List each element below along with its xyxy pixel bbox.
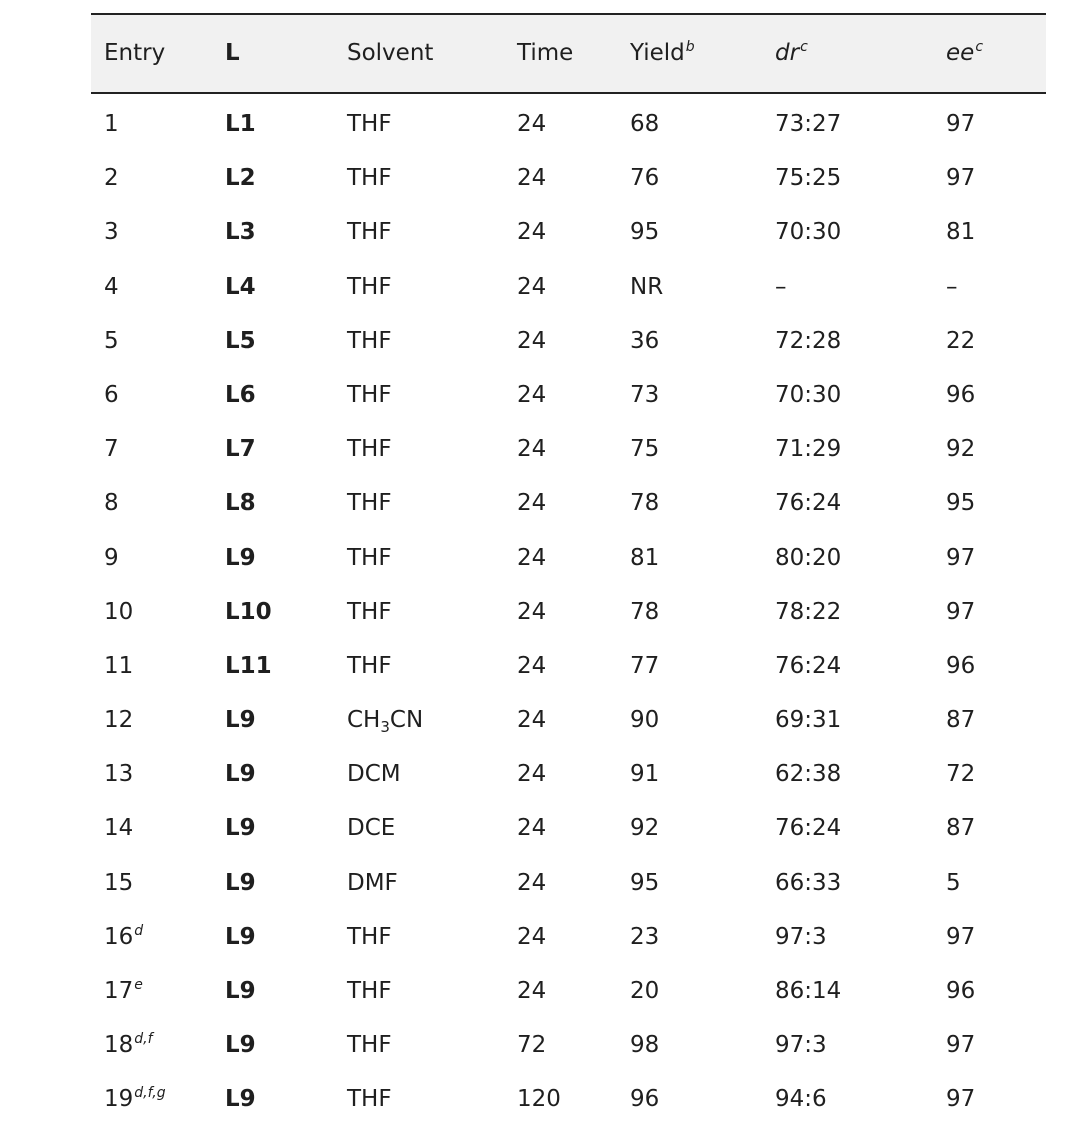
header-entry: Entry <box>104 40 166 66</box>
cell-solvent <box>347 707 424 737</box>
solvent-text: THF <box>347 490 392 517</box>
table-row <box>91 798 1046 852</box>
header-ee-label: ee <box>946 40 975 66</box>
cell-yield: 90 <box>630 707 660 734</box>
cell-dr: 70:30 <box>775 381 842 408</box>
entry-number: 1 <box>104 111 119 137</box>
solvent-text: DCM <box>347 761 401 788</box>
cell-ligand: L11 <box>225 652 272 679</box>
entry-number: 12 <box>104 707 134 734</box>
table-row <box>91 94 1046 148</box>
table-row <box>91 365 1046 419</box>
cell-ligand: L9 <box>225 869 256 896</box>
cell-time: 24 <box>517 219 547 246</box>
cell-solvent <box>347 382 392 408</box>
cell-yield: 92 <box>630 815 660 842</box>
header-ee-footnote: c <box>975 39 984 55</box>
entry-number: 6 <box>104 381 119 408</box>
cell-time: 24 <box>517 544 547 571</box>
cell-yield: 81 <box>630 544 660 571</box>
cell-time: 24 <box>517 273 547 300</box>
cell-solvent <box>347 436 392 462</box>
header-ee <box>946 40 983 66</box>
results-table <box>91 13 1046 1124</box>
cell-dr: 80:20 <box>775 544 842 571</box>
solvent-text: THF <box>347 436 392 463</box>
cell-ee: 97 <box>946 1086 976 1113</box>
entry-number: 8 <box>104 490 119 517</box>
cell-ligand: L9 <box>225 978 256 1004</box>
cell-entry <box>104 328 119 354</box>
cell-ligand: L3 <box>225 219 256 246</box>
cell-entry <box>104 219 119 245</box>
cell-ligand: L9 <box>225 707 256 734</box>
cell-solvent <box>347 761 401 787</box>
table-row <box>91 582 1046 636</box>
cell-entry <box>104 978 143 1004</box>
entry-number: 7 <box>104 436 119 463</box>
cell-time: 24 <box>517 761 547 788</box>
cell-entry <box>104 165 119 191</box>
cell-time: 24 <box>517 707 547 734</box>
solvent-text: THF <box>347 598 392 625</box>
cell-yield: 78 <box>630 490 660 517</box>
cell-time: 24 <box>517 111 547 137</box>
table-row <box>91 744 1046 798</box>
table-row <box>91 1069 1046 1123</box>
cell-entry <box>104 382 119 408</box>
entry-number: 11 <box>104 652 134 679</box>
solvent-text: THF <box>347 1086 392 1113</box>
cell-yield: 77 <box>630 652 660 679</box>
header-dr-label: dr <box>775 40 800 66</box>
entry-number: 2 <box>104 165 119 192</box>
cell-ee: 96 <box>946 381 976 408</box>
cell-dr: 73:27 <box>775 111 842 137</box>
solvent-subscript: 3 <box>380 718 390 737</box>
entry-number: 15 <box>104 869 134 896</box>
cell-yield: 96 <box>630 1086 660 1113</box>
table-row <box>91 311 1046 365</box>
cell-solvent <box>347 870 398 896</box>
cell-solvent <box>347 653 392 679</box>
cell-ligand: L1 <box>225 111 256 137</box>
cell-solvent <box>347 274 392 300</box>
cell-entry <box>104 545 119 571</box>
cell-solvent <box>347 1086 392 1112</box>
cell-dr: 97:3 <box>775 923 827 950</box>
entry-number: 13 <box>104 761 134 788</box>
cell-dr: 97:3 <box>775 1032 827 1059</box>
cell-yield: 73 <box>630 381 660 408</box>
entry-number: 3 <box>104 219 119 246</box>
cell-ee: 92 <box>946 436 976 463</box>
entry-number: 18 <box>104 1032 134 1059</box>
cell-solvent <box>347 1032 392 1058</box>
table-body <box>91 94 1046 1124</box>
solvent-text: THF <box>347 544 392 571</box>
cell-time: 24 <box>517 165 547 192</box>
entry-footnote: d,f <box>134 1031 153 1048</box>
cell-yield: 23 <box>630 923 660 950</box>
cell-yield: 36 <box>630 327 660 354</box>
entry-footnote: d <box>134 922 144 939</box>
table-row <box>91 1015 1046 1069</box>
cell-ligand: L9 <box>225 544 256 571</box>
cell-time: 120 <box>517 1086 561 1113</box>
cell-ee: 87 <box>946 815 976 842</box>
header-yield-footnote: b <box>685 39 695 55</box>
cell-ee: 72 <box>946 761 976 788</box>
header-solvent: Solvent <box>347 40 434 66</box>
cell-entry <box>104 815 133 841</box>
cell-ligand: L4 <box>225 273 256 300</box>
cell-solvent <box>347 924 392 950</box>
table-row <box>91 907 1046 961</box>
cell-time: 24 <box>517 598 547 625</box>
cell-ligand: L8 <box>225 490 256 517</box>
cell-ee: 87 <box>946 707 976 734</box>
cell-entry <box>104 111 119 137</box>
header-yield <box>630 40 695 66</box>
cell-time: 24 <box>517 815 547 842</box>
cell-ligand: L6 <box>225 381 256 408</box>
cell-dr: 76:24 <box>775 815 842 842</box>
cell-yield: 75 <box>630 436 660 463</box>
cell-solvent <box>347 165 392 191</box>
cell-dr: 72:28 <box>775 327 842 354</box>
cell-yield: 78 <box>630 598 660 625</box>
cell-time: 24 <box>517 869 547 896</box>
table-row <box>91 853 1046 907</box>
cell-ligand: L5 <box>225 327 256 354</box>
cell-ee: 97 <box>946 598 976 625</box>
cell-yield: 98 <box>630 1032 660 1059</box>
cell-ligand: L9 <box>225 1032 256 1059</box>
cell-time: 24 <box>517 490 547 517</box>
cell-dr: 69:31 <box>775 707 842 734</box>
cell-time: 24 <box>517 381 547 408</box>
entry-footnote: e <box>134 977 143 993</box>
cell-solvent <box>347 815 395 841</box>
header-yield-label: Yield <box>630 40 685 66</box>
cell-dr: 76:24 <box>775 490 842 517</box>
solvent-text: THF <box>347 165 392 192</box>
table-row <box>91 636 1046 690</box>
cell-entry <box>104 761 133 787</box>
entry-number: 19 <box>104 1086 134 1113</box>
solvent-text: THF <box>347 327 392 354</box>
cell-solvent <box>347 111 392 137</box>
entry-number: 10 <box>104 598 134 625</box>
cell-solvent <box>347 490 392 516</box>
cell-dr: 66:33 <box>775 869 842 896</box>
cell-ee: 97 <box>946 544 976 571</box>
cell-yield: 20 <box>630 978 660 1004</box>
cell-entry <box>104 1032 153 1058</box>
cell-ee: 97 <box>946 165 976 192</box>
header-dr <box>775 40 808 66</box>
cell-yield: 95 <box>630 869 660 896</box>
cell-ee: 97 <box>946 1032 976 1059</box>
cell-solvent <box>347 328 392 354</box>
cell-ligand: L9 <box>225 923 256 950</box>
cell-time: 24 <box>517 652 547 679</box>
cell-ligand: L10 <box>225 598 272 625</box>
cell-solvent <box>347 545 392 571</box>
cell-entry <box>104 924 143 950</box>
solvent-text: THF <box>347 1032 392 1059</box>
cell-ee: – <box>946 273 958 300</box>
entry-number: 9 <box>104 544 119 571</box>
cell-yield: 91 <box>630 761 660 788</box>
cell-solvent <box>347 219 392 245</box>
cell-entry <box>104 653 133 679</box>
solvent-text: THF <box>347 219 392 246</box>
cell-ee: 97 <box>946 923 976 950</box>
table-row <box>91 528 1046 582</box>
cell-dr: – <box>775 273 787 300</box>
header-dr-footnote: c <box>800 39 808 55</box>
solvent-text: THF <box>347 652 392 679</box>
cell-yield: 95 <box>630 219 660 246</box>
table-row <box>91 961 1046 1015</box>
cell-dr: 71:29 <box>775 436 842 463</box>
cell-ligand: L9 <box>225 1086 256 1113</box>
cell-entry <box>104 870 133 896</box>
cell-entry <box>104 274 119 300</box>
cell-dr: 70:30 <box>775 219 842 246</box>
cell-solvent <box>347 978 392 1004</box>
cell-dr: 86:14 <box>775 978 842 1004</box>
entry-number: 16 <box>104 923 134 950</box>
table-row <box>91 473 1046 527</box>
solvent-text: DMF <box>347 869 398 896</box>
solvent-text: CH <box>347 707 381 734</box>
cell-ee: 96 <box>946 652 976 679</box>
cell-yield: 68 <box>630 111 660 137</box>
header-time: Time <box>517 40 574 66</box>
table-header <box>91 15 1046 92</box>
cell-dr: 62:38 <box>775 761 842 788</box>
header-ligand: L <box>225 40 240 66</box>
cell-entry <box>104 707 133 733</box>
cell-time: 24 <box>517 978 547 1004</box>
cell-ligand: L9 <box>225 815 256 842</box>
entry-number: 14 <box>104 815 134 842</box>
cell-entry <box>104 1086 166 1112</box>
entry-number: 17 <box>104 978 134 1004</box>
cell-entry <box>104 490 119 516</box>
cell-time: 24 <box>517 436 547 463</box>
entry-number: 4 <box>104 273 119 300</box>
cell-entry <box>104 436 119 462</box>
cell-ee: 22 <box>946 327 976 354</box>
cell-dr: 75:25 <box>775 165 842 192</box>
cell-ee: 81 <box>946 219 976 246</box>
cell-dr: 78:22 <box>775 598 842 625</box>
cell-yield: NR <box>630 273 664 300</box>
cell-dr: 94:6 <box>775 1086 827 1113</box>
table-row <box>91 148 1046 202</box>
table-row <box>91 419 1046 473</box>
cell-ee: 5 <box>946 869 961 896</box>
solvent-text: THF <box>347 381 392 408</box>
cell-solvent <box>347 599 392 625</box>
cell-ee: 96 <box>946 978 976 1004</box>
cell-time: 24 <box>517 923 547 950</box>
solvent-text: THF <box>347 111 392 137</box>
entry-footnote: d,f,g <box>134 1085 166 1102</box>
solvent-text: THF <box>347 923 392 950</box>
cell-ligand: L9 <box>225 761 256 788</box>
cell-ligand: L7 <box>225 436 256 463</box>
entry-number: 5 <box>104 327 119 354</box>
table-row <box>91 690 1046 744</box>
cell-entry <box>104 599 133 625</box>
cell-ee: 97 <box>946 111 976 137</box>
cell-ee: 95 <box>946 490 976 517</box>
table-row <box>91 202 1046 256</box>
cell-dr: 76:24 <box>775 652 842 679</box>
solvent-text-tail: CN <box>389 707 424 734</box>
solvent-text: THF <box>347 273 392 300</box>
cell-ligand: L2 <box>225 165 256 192</box>
cell-time: 72 <box>517 1032 547 1059</box>
solvent-text: DCE <box>347 815 396 842</box>
solvent-text: THF <box>347 978 392 1004</box>
table-row <box>91 257 1046 311</box>
cell-time: 24 <box>517 327 547 354</box>
cell-yield: 76 <box>630 165 660 192</box>
